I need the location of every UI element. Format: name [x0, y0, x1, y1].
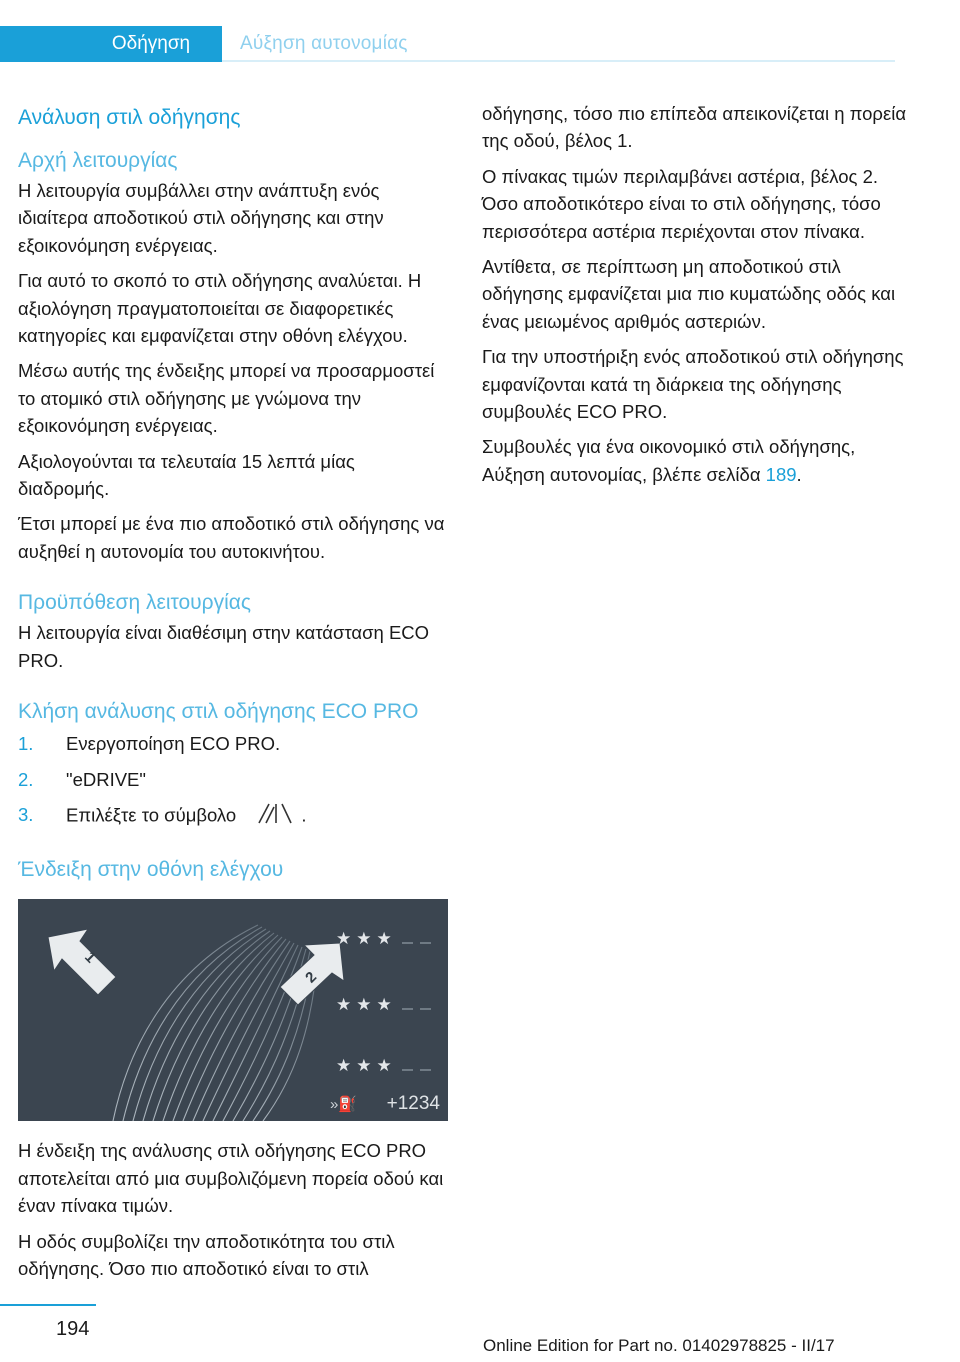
paragraph-end: . [796, 463, 802, 485]
paragraph: Η λειτουργία είναι διαθέσιμη στην κατάσταση ECO PRO. [18, 622, 430, 671]
empty-star-slot [402, 1008, 413, 1010]
step-number: 1. [18, 733, 34, 755]
steps-list [18, 730, 448, 832]
header-divider [222, 60, 895, 62]
road-symbol-icon [255, 801, 295, 832]
paragraph: Αντίθετα, σε περίπτωση μη αποδοτικού στιλ οδήγησης εμφανίζεται μια πιο κυματώδης οδός και ένας μειωμένος αριθμός αστεριών. [482, 256, 896, 332]
paragraph: Η ένδειξη της ανάλυσης στιλ οδήγησης ECO PRO αποτελείται από μια συμβολιζόμενη πορεία οδού και έναν πίνακα τιμών. [18, 1140, 444, 1217]
right-column [482, 100, 912, 488]
empty-star-slot [420, 1069, 431, 1071]
range-gain-value: +1234 [386, 1093, 440, 1115]
page-number: 194 [56, 1318, 90, 1340]
heading-operating-principle: Αρχή λειτουργίας [18, 149, 178, 172]
empty-star-slot [420, 1008, 431, 1010]
paragraph: Αξιολογούνται τα τελευταία 15 λεπτά μίας διαδρομής. [18, 450, 355, 500]
paragraph: Η λειτουργία συμβάλλει στην ανάπτυξη ενός ιδιαίτερα αποδοτικού στιλ οδήγησης και στην εξοικονόμηση ενέργειας. [18, 180, 384, 256]
heading-control-display: Ένδειξη στην οθόνη ελέγχου [18, 858, 284, 882]
edition-note: Online Edition for Part no. 01402978825 - II/17 [483, 1336, 835, 1355]
paragraph: Μέσω αυτής της ένδειξης μπορεί να προσαρμοστεί το ατομικό στιλ οδήγησης με γνώμονα την εξοικονόμηση ενέργειας. [18, 360, 435, 437]
page-title: Ανάλυση στιλ οδήγησης [18, 106, 241, 129]
empty-star-slot [402, 1069, 413, 1071]
tab-range-increase[interactable]: Αύξηση αυτονομίας [240, 33, 408, 54]
star-row: ★★★ [336, 929, 397, 949]
step-number: 2. [18, 768, 34, 790]
arrow-1-label: 1 [81, 948, 100, 967]
list-item [18, 766, 448, 793]
paragraph: Η οδός συμβολίζει την αποδοτικότητα του στιλ οδήγησης. Όσο πιο αποδοτικό είναι το στιλ [18, 1230, 395, 1279]
paragraph: οδήγησης, τόσο πιο επίπεδα απεικονίζεται η πορεία της οδού, βέλος 1. [482, 103, 907, 152]
footer-divider [0, 1304, 96, 1306]
step-text: Επιλέξτε το σύμβολο [66, 804, 237, 826]
arrow-2-label: 2 [302, 968, 321, 987]
empty-star-slot [402, 942, 413, 944]
paragraph: Για την υποστήριξη ενός αποδοτικού στιλ οδήγησης εμφανίζονται κατά τη διάρκεια της οδήγησης συμβουλές ECO PRO. [482, 346, 904, 423]
eco-pro-display-figure [18, 899, 448, 1121]
star-row: ★★★ [336, 995, 397, 1015]
list-item [18, 801, 448, 832]
step-number: 3. [18, 803, 34, 825]
step-suffix: . [301, 804, 307, 826]
heading-call-analysis: Κλήση ανάλυσης στιλ οδήγησης ECO PRO [18, 700, 419, 724]
paragraph: Έτσι μπορεί με ένα πιο αποδοτικό στιλ οδήγησης να αυξηθεί η αυτονομία του αυτοκινήτου. [18, 513, 445, 562]
step-text: Ενεργοποίηση ECO PRO. [66, 733, 281, 755]
paragraph: Ο πίνακας τιμών περιλαμβάνει αστέρια, βέλος 2. Όσο αποδοτικότερο είναι το στιλ οδήγησης, τόσο περισσότερα αστέρια περιέχονται στον πίνακα. [482, 165, 881, 242]
paragraph: Για αυτό το σκοπό το στιλ οδήγησης αναλύεται. Η αξιολόγηση πραγματοποιείται σε διαφορετικές κατηγορίες και εμφανίζεται στην οθόνη ελέγχου. [18, 270, 422, 347]
star-row: ★★★ [336, 1056, 397, 1076]
page-link[interactable]: 189 [765, 463, 797, 485]
header-tabs [0, 26, 895, 62]
left-column [18, 100, 448, 1282]
list-item [18, 730, 448, 757]
paragraph-with-link [482, 433, 912, 488]
fuel-pump-icon: »⛽ [330, 1096, 358, 1114]
empty-star-slot [420, 942, 431, 944]
paragraph-text: Συμβουλές για ένα οικονομικό στιλ οδήγησης, Αύξηση αυτονομίας, βλέπε σελίδα [482, 436, 856, 485]
step-text: "eDRIVE" [66, 768, 146, 790]
tab-driving[interactable]: Οδήγηση [0, 26, 222, 62]
heading-prerequisite: Προϋπόθεση λειτουργίας [18, 591, 252, 615]
